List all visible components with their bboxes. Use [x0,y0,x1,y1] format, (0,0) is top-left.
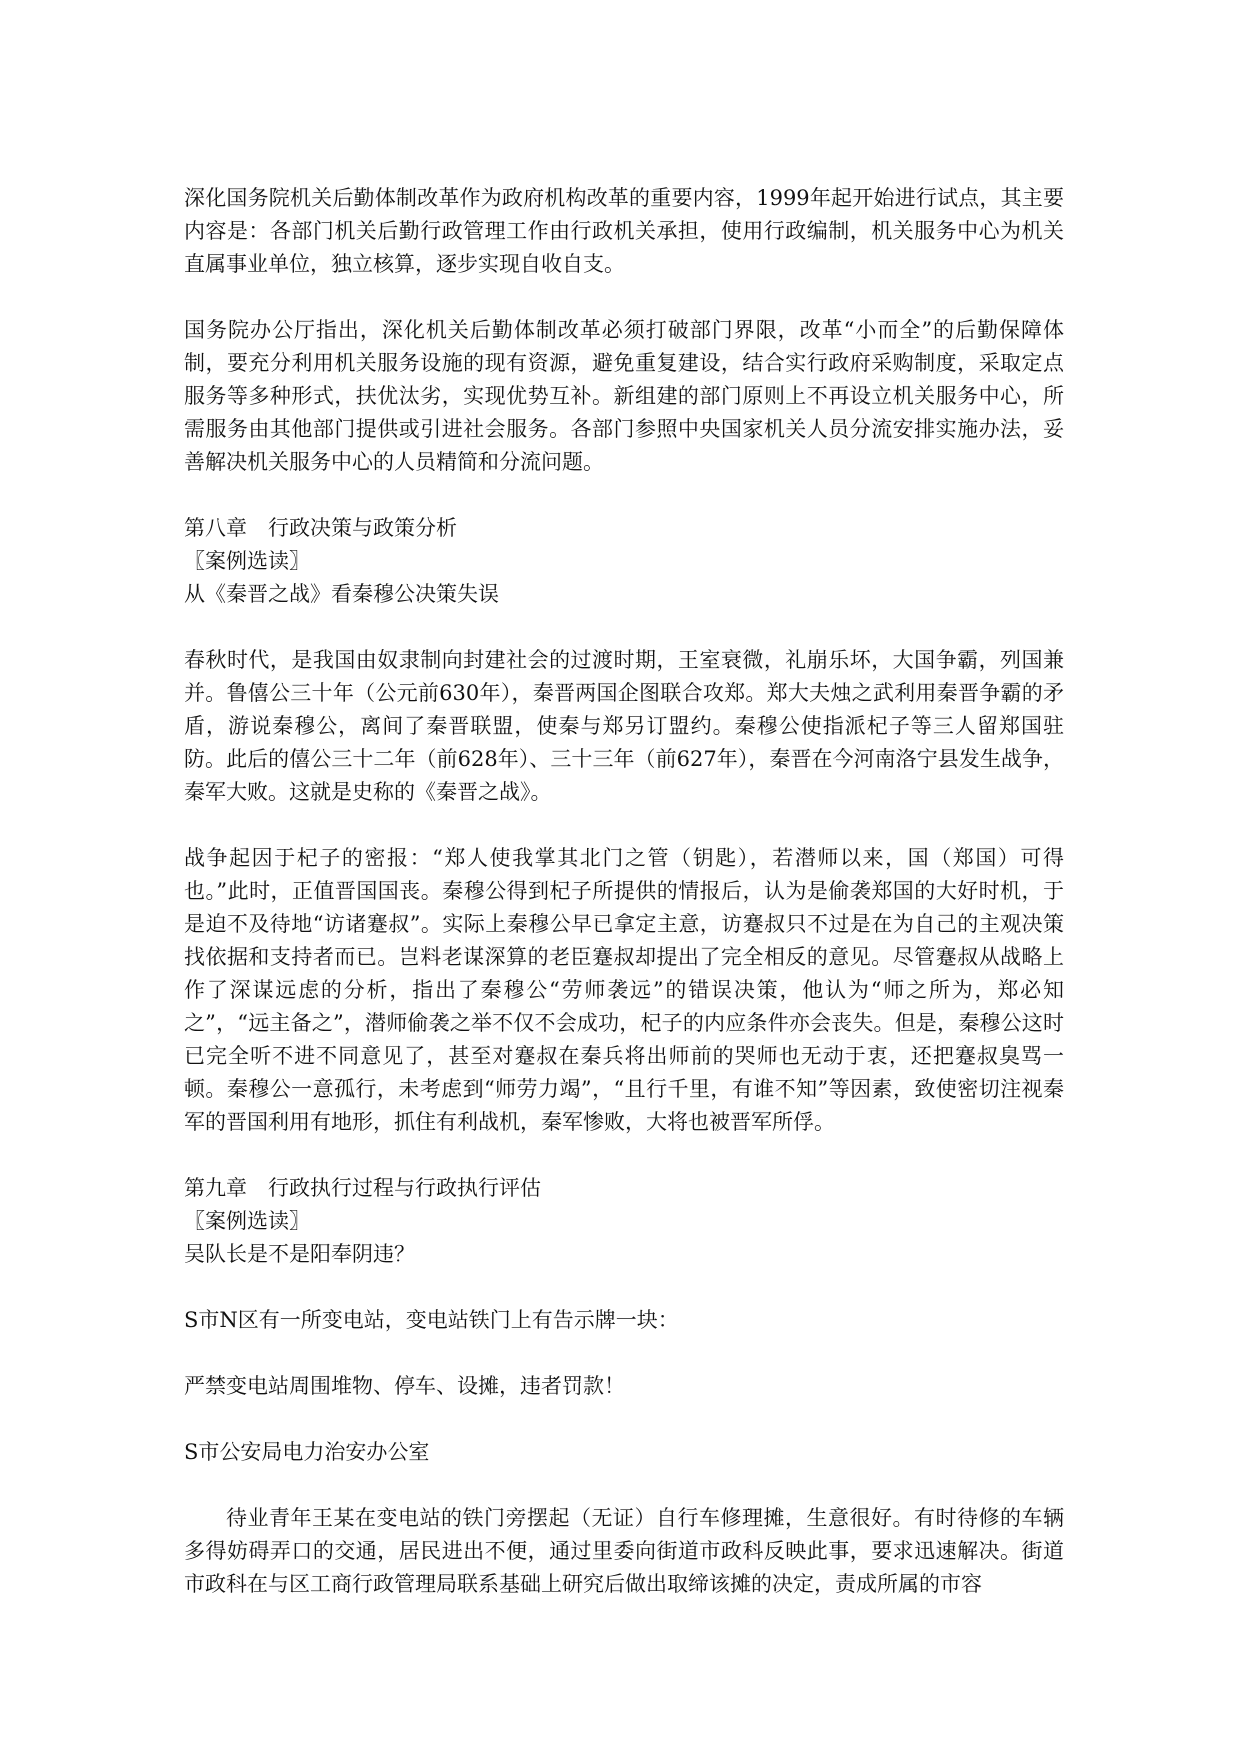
paragraph-gap [184,479,1064,512]
paragraph-reform-guidance: 国务院办公厅指出，深化机关后勤体制改革必须打破部门界限，改革“小而全”的后勤保障体制，要充分利用机关服务设施的现有资源，避免重复建设，结合实行政府采购制度，采取定点服务等多种形式，扶优汰劣，实现优势互补。新组建的部门原则上不再设立机关服务中心，所需服务由其他部门提供或引进社会服务。各部门参照中央国家机关人员分流安排实施办法，妥善解决机关服务中心的人员精简和分流问题。 [184,318,1064,474]
chapter-8-paragraph-background: 春秋时代，是我国由奴隶制向封建社会的过渡时期，王室衰微，礼崩乐坏，大国争霸，列国兼并。鲁僖公三十年（公元前630年），秦晋两国企图联合攻郑。郑大夫烛之武利用秦晋争霸的矛盾，游说秦穆公，离间了秦晋联盟，使秦与郑另订盟约。秦穆公使指派杞子等三人留郑国驻防。此后的僖公三十二年（前628年）、三十三年（前627年），秦晋在今河南洛宁县发生战争，秦军大败。这就是史称的《秦晋之战》。 [184,648,1064,804]
chapter-9-paragraph-repair-stall: 待业青年王某在变电站的铁门旁摆起（无证）自行车修理摊，生意很好。有时待修的车辆多得妨碍弄口的交通，居民进出不便，通过里委向街道市政科反映此事，要求迅速解决。街道市政科在与区工商行政管理局联系基础上研究后做出取缔该摊的决定，责成所属的市容 [184,1506,1064,1596]
paragraph-gap [184,611,1064,644]
chapter-8-paragraph-analysis: 战争起因于杞子的密报：“郑人使我掌其北门之管（钥匙），若潜师以来，国（郑国）可得也。”此时，正值晋国国丧。秦穆公得到杞子所提供的情报后，认为是偷袭郑国的大好时机，于是迫不及待地“访诸蹇叔”。实际上秦穆公早已拿定主意，访蹇叔只不过是在为自己的主观决策找依据和支持者而已。岂料老谋深算的老臣蹇叔却提出了完全相反的意见。尽管蹇叔从战略上作了深谋远虑的分析，指出了秦穆公“劳师袭远”的错误决策，他认为“师之所为，郑必知之”，“远主备之”，潜师偷袭之举不仅不会成功，杞子的内应条件亦会丧失。但是，秦穆公这时已完全听不进不同意见了，甚至对蹇叔在秦兵将出师前的哭师也无动于衷，还把蹇叔臭骂一顿。秦穆公一意孤行，未考虑到“师劳力竭”，“且行千里，有谁不知”等因素，致使密切注视秦军的晋国利用有地形，抓住有利战机，秦军惨败，大将也被晋军所俘。 [184,846,1064,1134]
chapter-9-case-title: 吴队长是不是阳奉阴违？ [184,1242,415,1266]
chapter-9-notice-signature: S市公安局电力治安办公室 [184,1440,430,1464]
chapter-8-heading: 第八章 行政决策与政策分析 [184,516,457,540]
chapter-9-paragraph-substation: S市N区有一所变电站，变电站铁门上有告示牌一块： [184,1308,679,1332]
paragraph-gap [184,1469,1064,1502]
paragraph-gap [184,1271,1064,1304]
paragraph-gap [184,281,1064,314]
chapter-9-notice-text: 严禁变电站周围堆物、停车、设摊，违者罚款！ [184,1374,625,1398]
paragraph-gap [184,1337,1064,1370]
paragraph-gap [184,809,1064,842]
paragraph-gap [184,1403,1064,1436]
chapter-8-case-title: 从《秦晋之战》看秦穆公决策失误 [184,582,499,606]
paragraph-gap [184,1139,1064,1172]
chapter-9-heading: 第九章 行政执行过程与行政执行评估 [184,1176,541,1200]
document-page [184,182,1064,1601]
paragraph-reform-intro: 深化国务院机关后勤体制改革作为政府机构改革的重要内容，1999年起开始进行试点，其主要内容是：各部门机关后勤行政管理工作由行政机关承担，使用行政编制，机关服务中心为机关直属事业单位，独立核算，逐步实现自收自支。 [184,186,1064,276]
chapter-8-case-label: 〖案例选读〗 [184,549,310,573]
chapter-9-case-label: 〖案例选读〗 [184,1209,310,1233]
